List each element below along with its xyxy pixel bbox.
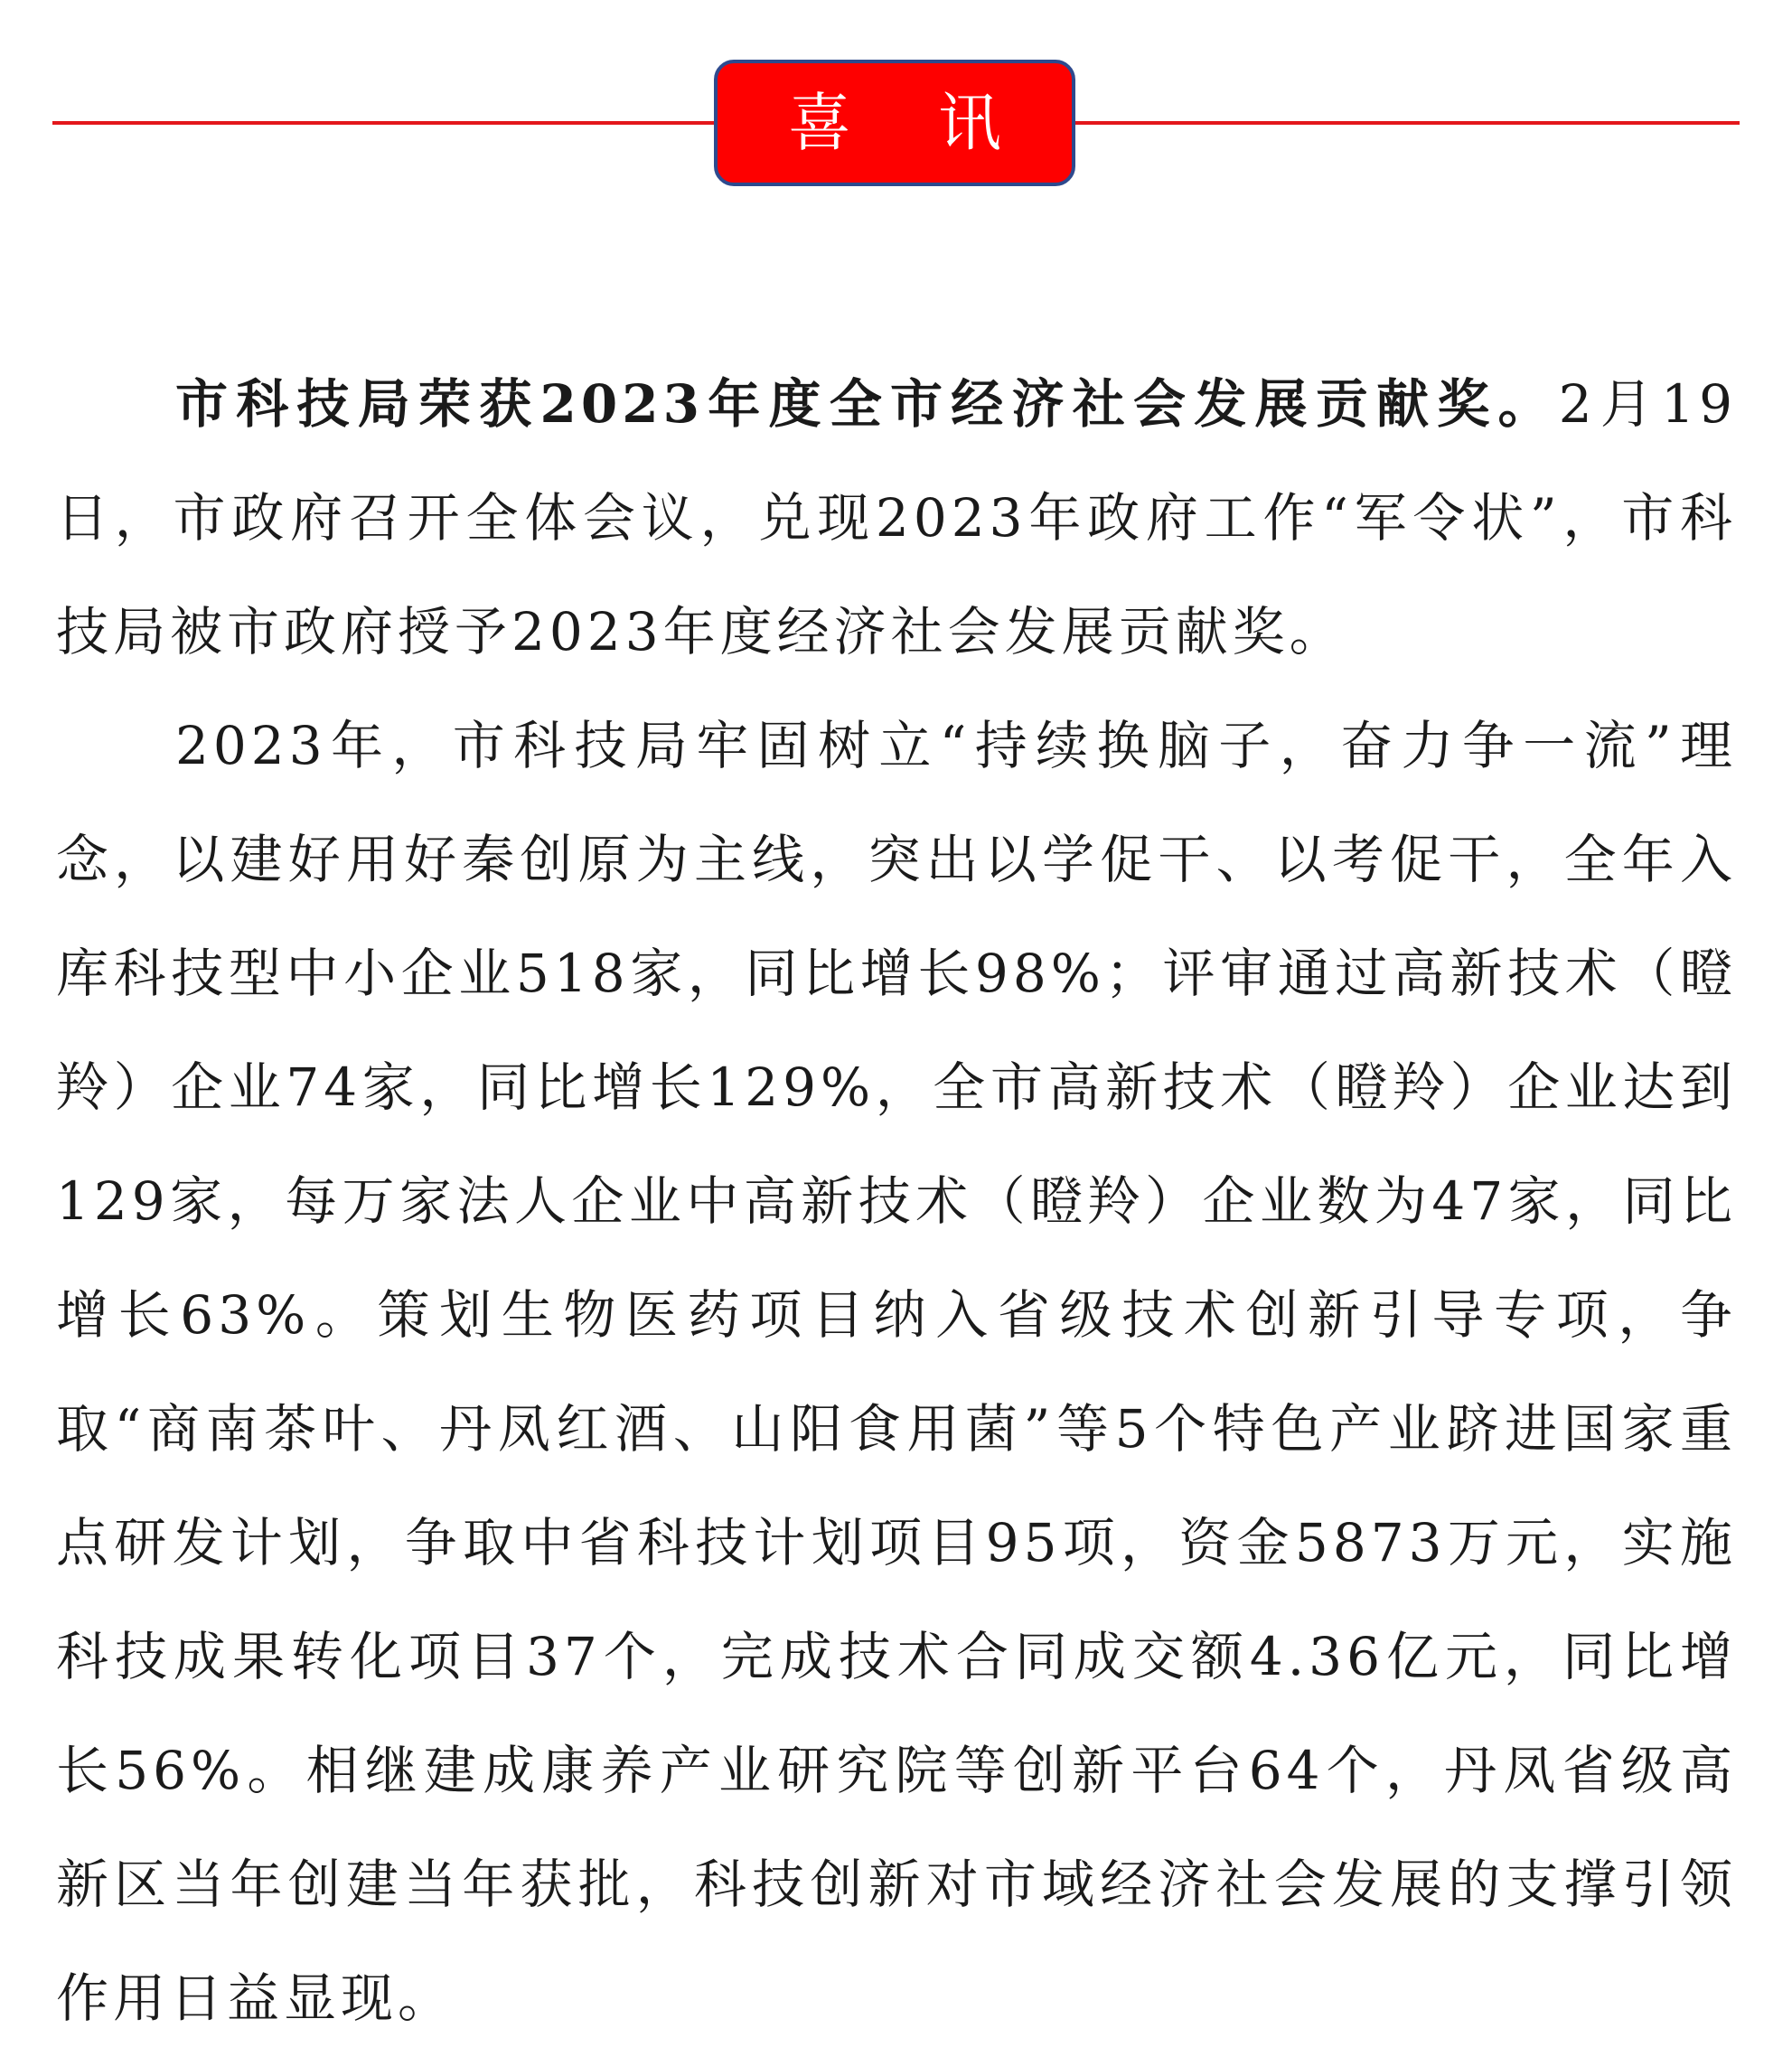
paragraph-achievements: 2023年，市科技局牢固树立“持续换脑子，奋力争一流”理念，以建好用好秦创原为主线，突出以学促干、以考促干，全年入库科技型中小企业518家，同比增长98%；评审通过高新技术（瞪羚）企业74家，同比增长129%，全市高新技术（瞪羚）企业达到129家，每万家法人企业中高新技术（瞪羚）企业数为47家，同比增长63%。策划生物医药项目纳入省级技术创新引导专项，争取“商南茶叶、丹凤红酒、山阳食用菌”等5个特色产业跻进国家重点研发计划，争取中省科技计划项目95项，资金5873万元，实施科技成果转化项目37个，完成技术合同成交额4.36亿元，同比增长56%。相继建成康养产业研究院等创新平台64个，丹凤省级高新区当年创建当年获批，科技创新对市域经济社会发展的支撑引领作用日益显现。 (56, 715, 1737, 2029)
header-rule-left (52, 121, 717, 125)
paragraph-award (56, 347, 1737, 689)
header-rule-right (1075, 121, 1740, 125)
header-badge (714, 60, 1088, 186)
paragraph-headline: 市科技局荣获2023年度全市经济社会发展贡献奖。 (175, 373, 1559, 435)
paragraph-award-text: 2月19日，市政府召开全体会议，兑现2023年政府工作“军令状”，市科技局被市政府授予2023年度经济社会发展贡献奖。 (56, 373, 1737, 662)
badge-title: 喜讯 (788, 86, 1088, 160)
article-body (56, 347, 1737, 2055)
